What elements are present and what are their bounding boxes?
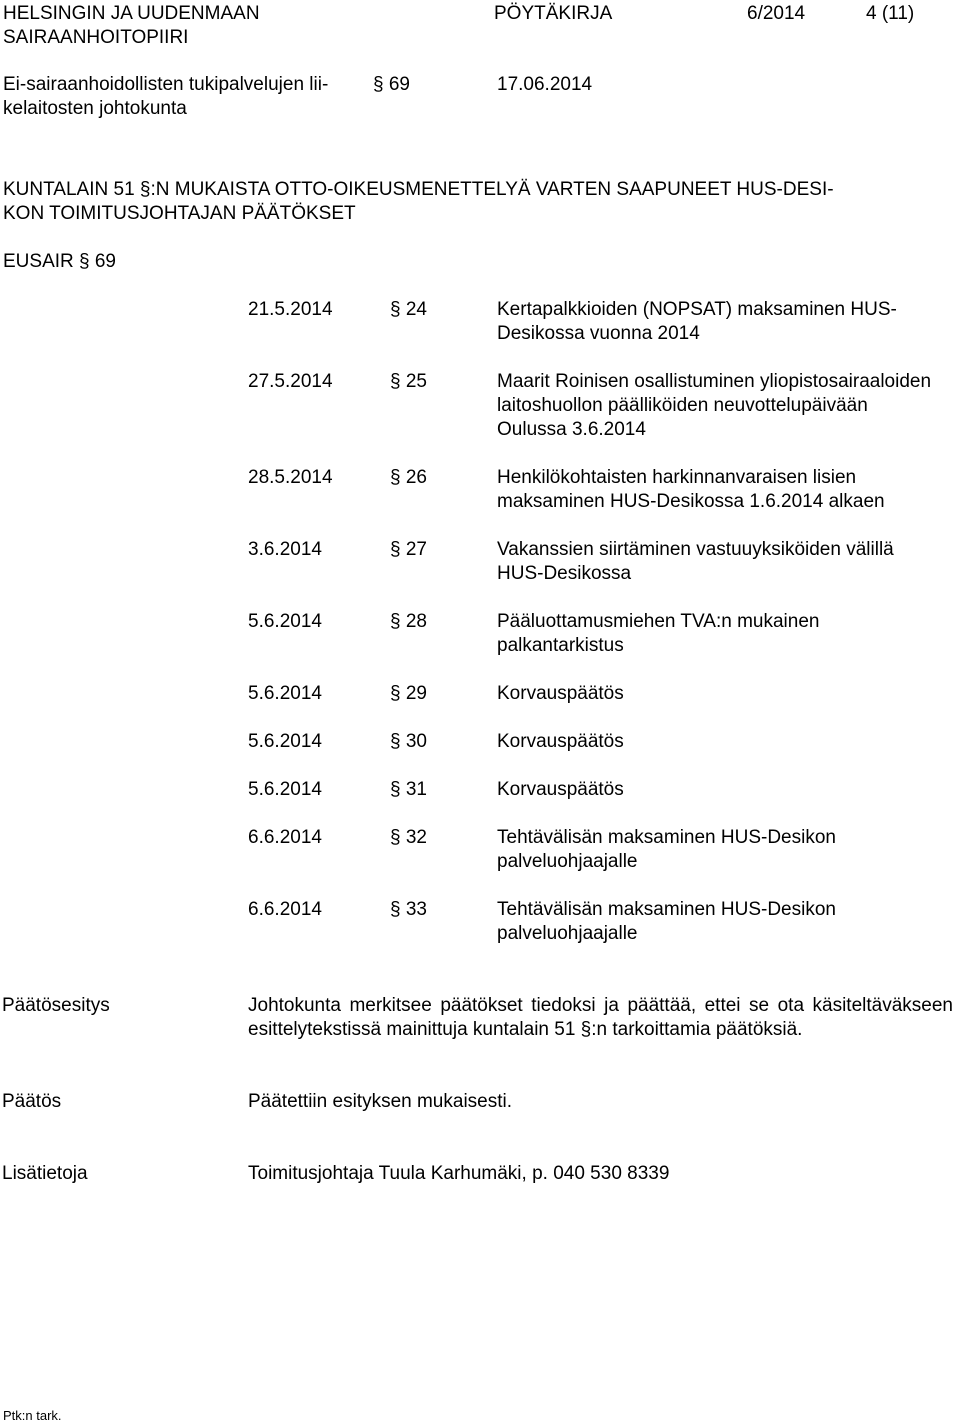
decision-date: 5.6.2014: [248, 731, 322, 752]
decision-text: Korvauspäätös: [497, 731, 624, 752]
decision-number: § 28: [390, 611, 427, 632]
decision-text: Tehtävälisän maksaminen HUS-Desikon palveluohjaajalle: [497, 899, 836, 944]
decision-number: § 26: [390, 467, 427, 488]
decision-number: § 27: [390, 539, 427, 560]
decision-number: § 31: [390, 779, 427, 800]
decision-date: 5.6.2014: [248, 683, 322, 704]
decision-result-text: Päätettiin esityksen mukaisesti.: [248, 1091, 513, 1112]
decision-label: Päätös: [2, 1091, 62, 1112]
decision-date: 5.6.2014: [248, 779, 322, 800]
meeting-date: 17.06.2014: [497, 74, 593, 95]
decision-date: 27.5.2014: [248, 371, 333, 392]
doc-number: 6/2014: [747, 3, 806, 24]
decision-number: § 25: [390, 371, 427, 392]
agenda-title-line2: KON TOIMITUSJOHTAJAN PÄÄTÖKSET: [3, 203, 356, 224]
proposal-text: Johtokunta merkitsee päätökset tiedoksi ja päättää, ettei se ota käsiteltäväkseen esittelytekstissä mainittuja kuntalain 51 §:n tarkoittamia päätöksiä.: [248, 995, 953, 1040]
footer-minutes-check: Ptk:n tark.: [3, 1408, 62, 1423]
doc-type: PÖYTÄKIRJA: [494, 3, 613, 24]
reference-code: EUSAIR § 69: [3, 251, 116, 272]
section-number: § 69: [373, 74, 410, 95]
decision-text: Maarit Roinisen osallistuminen yliopistosairaaloiden laitoshuollon päälliköiden neuvottelupäivään Oulussa 3.6.2014: [497, 371, 932, 440]
decision-number: § 30: [390, 731, 427, 752]
decision-date: 6.6.2014: [248, 827, 322, 848]
org-name-line2: SAIRAANHOITOPIIRI: [3, 27, 189, 48]
decision-date: 21.5.2014: [248, 299, 333, 320]
decision-number: § 29: [390, 683, 427, 704]
proposal-label: Päätösesitys: [2, 995, 110, 1016]
decision-text: Vakanssien siirtäminen vastuuyksiköiden välillä HUS-Desikossa: [497, 539, 894, 584]
decision-date: 3.6.2014: [248, 539, 322, 560]
page-number: 4 (11): [866, 3, 915, 24]
info-text: Toimitusjohtaja Tuula Karhumäki, p. 040 530 8339: [248, 1163, 670, 1184]
info-label: Lisätietoja: [2, 1163, 88, 1184]
decision-number: § 24: [390, 299, 427, 320]
decision-text: Pääluottamusmiehen TVA:n mukainen palkantarkistus: [497, 611, 820, 656]
board-name-line1: Ei-sairaanhoidollisten tukipalvelujen lii-: [3, 74, 329, 95]
decision-number: § 32: [390, 827, 427, 848]
agenda-title-line1: KUNTALAIN 51 §:N MUKAISTA OTTO-OIKEUSMENETTELYÄ VARTEN SAAPUNEET HUS-DESI-: [3, 179, 834, 200]
decision-text: Henkilökohtaisten harkinnanvaraisen lisien maksaminen HUS-Desikossa 1.6.2014 alkaen: [497, 467, 885, 512]
board-name-line2: kelaitosten johtokunta: [3, 98, 187, 119]
decision-date: 28.5.2014: [248, 467, 333, 488]
org-name-line1: HELSINGIN JA UUDENMAAN: [3, 3, 260, 24]
decision-text: Korvauspäätös: [497, 779, 624, 800]
decision-text: Tehtävälisän maksaminen HUS-Desikon palveluohjaajalle: [497, 827, 836, 872]
decision-text: Kertapalkkioiden (NOPSAT) maksaminen HUS-Desikossa vuonna 2014: [497, 299, 897, 344]
decision-date: 5.6.2014: [248, 611, 322, 632]
decision-number: § 33: [390, 899, 427, 920]
decision-date: 6.6.2014: [248, 899, 322, 920]
decision-text: Korvauspäätös: [497, 683, 624, 704]
